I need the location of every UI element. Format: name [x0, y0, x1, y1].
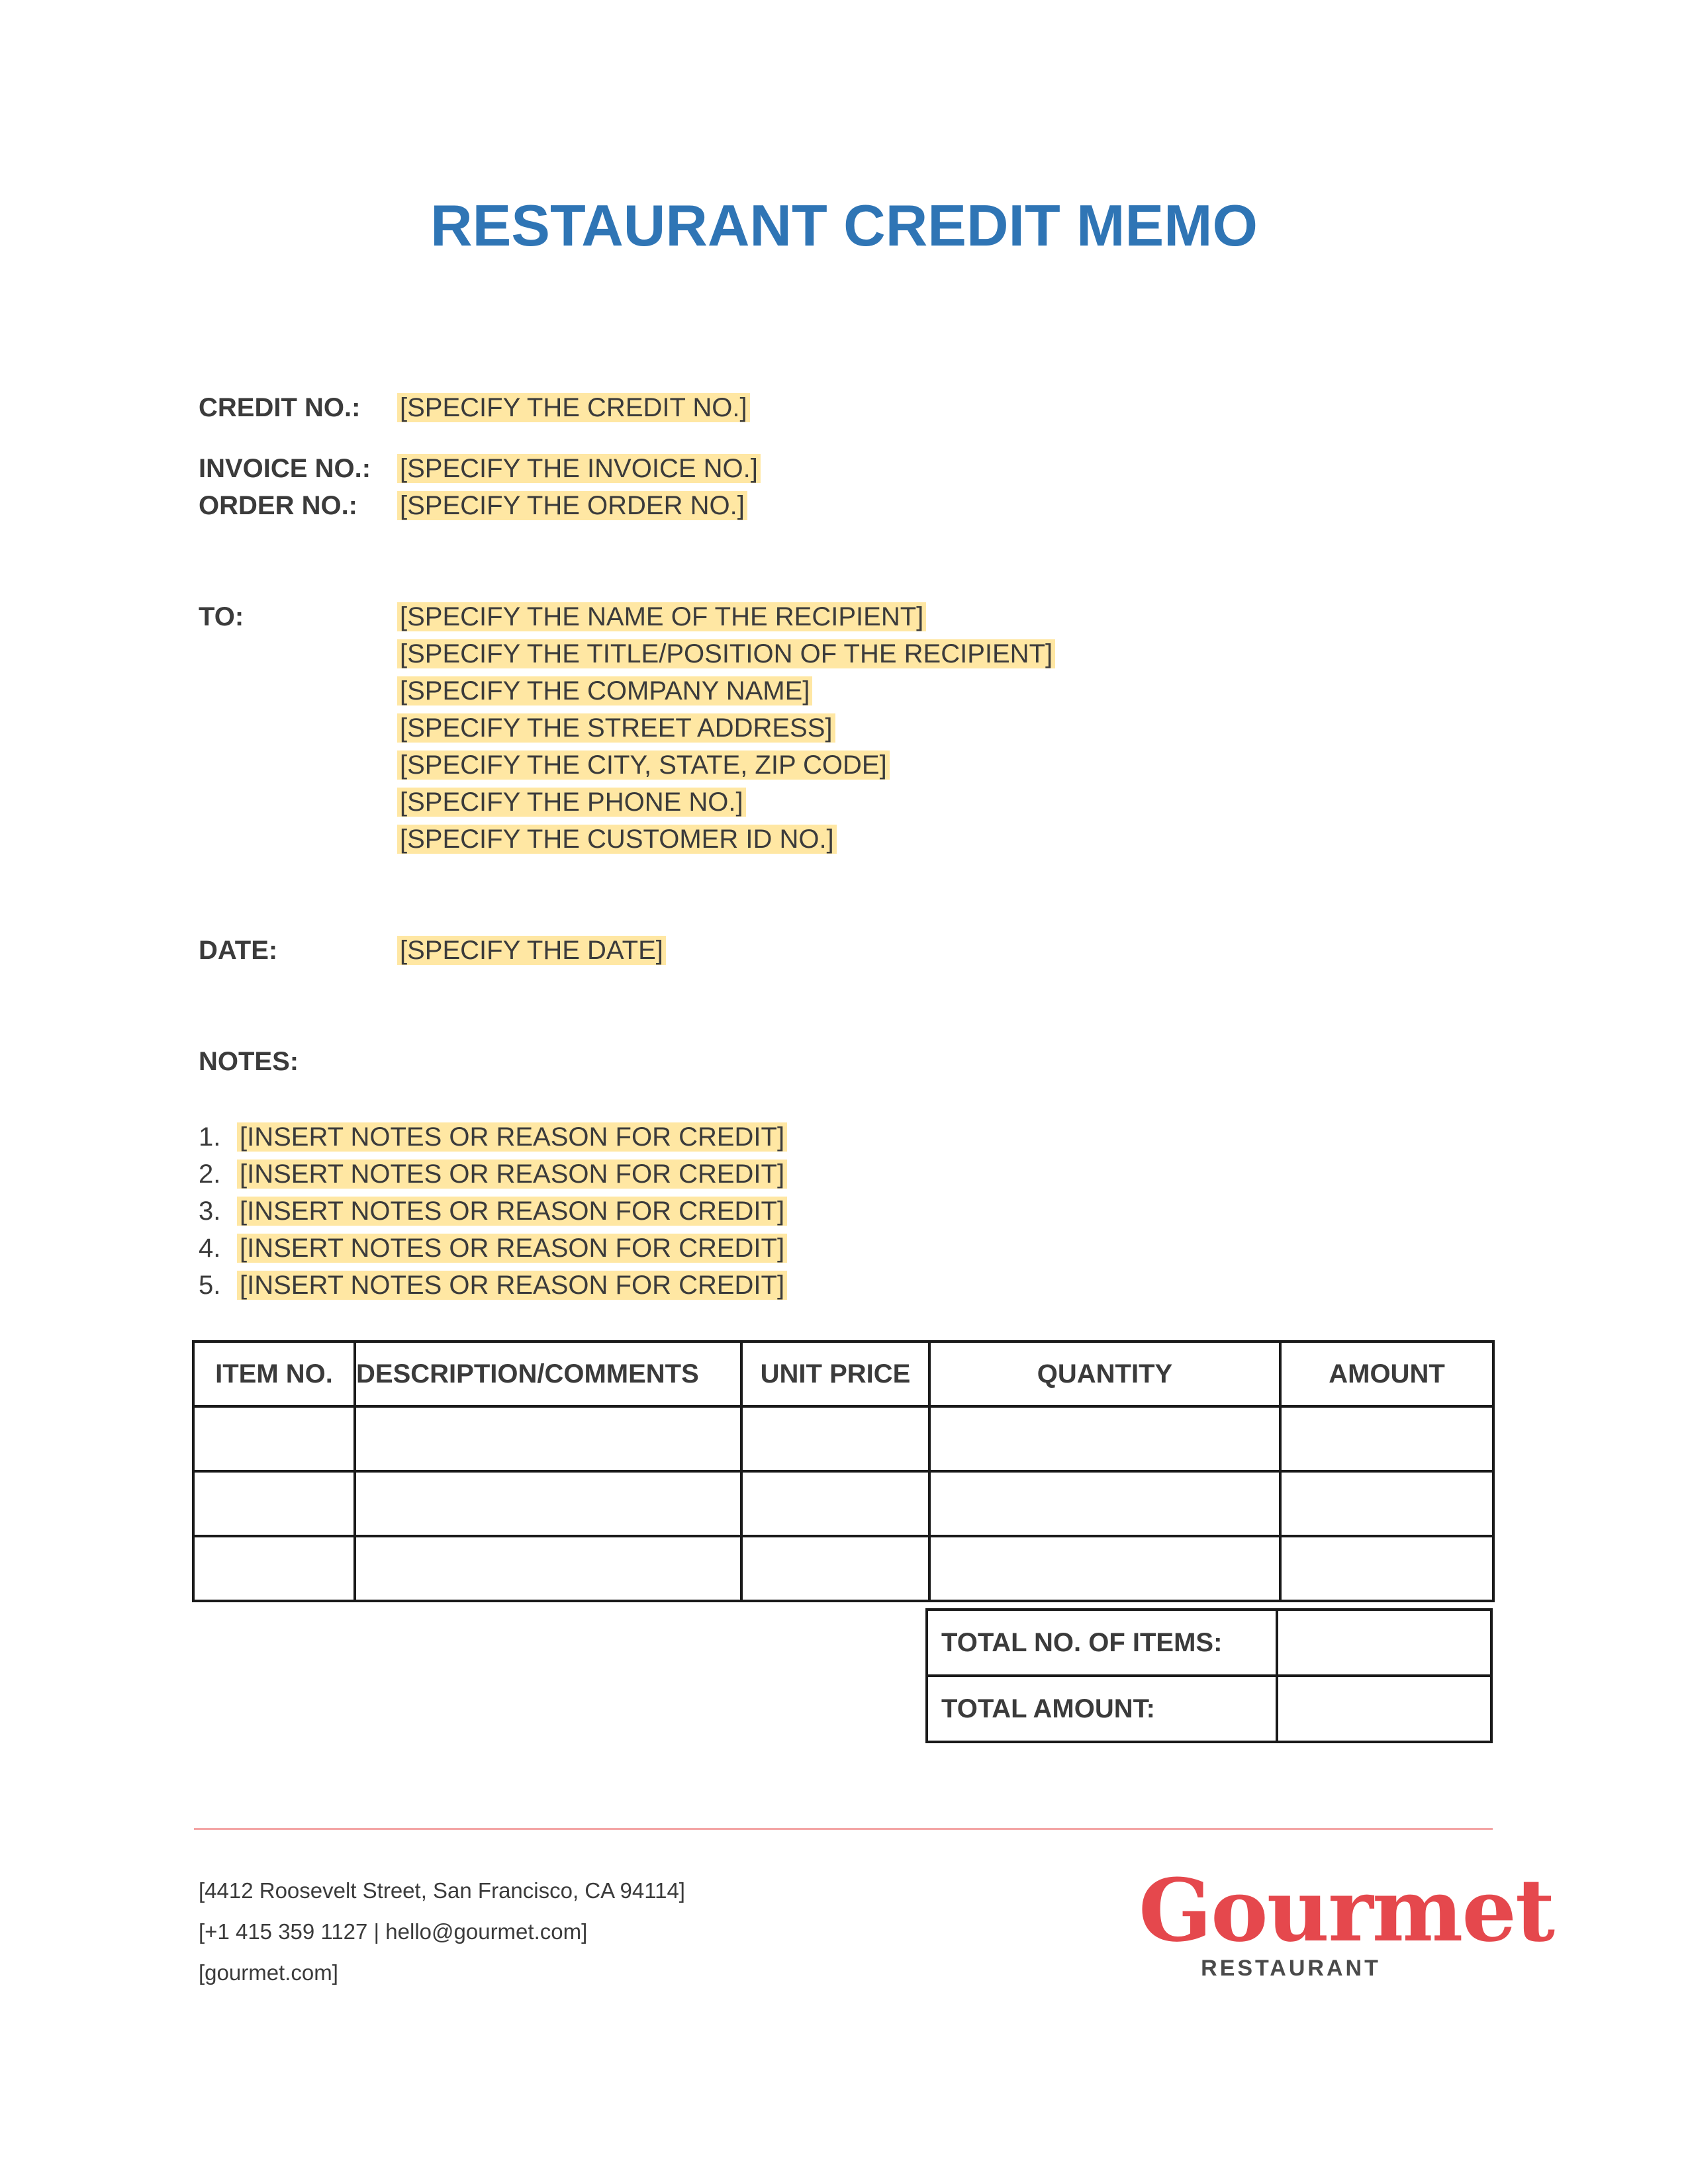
- recipient-title: [SPECIFY THE TITLE/POSITION OF THE RECIPIENT]: [397, 635, 1055, 672]
- notes-list: [199, 1118, 787, 1304]
- total-items-label: TOTAL NO. OF ITEMS:: [927, 1610, 1277, 1676]
- order-no-label: ORDER NO.:: [199, 491, 357, 520]
- recipient-city: [SPECIFY THE CITY, STATE, ZIP CODE]: [397, 747, 1055, 784]
- invoice-no-label: INVOICE NO.:: [199, 454, 371, 483]
- gourmet-logo-subtitle: RESTAURANT: [1201, 1956, 1381, 1981]
- footer-address: [4412 Roosevelt Street, San Francisco, CA 94114]: [199, 1878, 685, 1903]
- table-cell[interactable]: [193, 1536, 355, 1601]
- items-table: [192, 1340, 1495, 1602]
- invoice-no-value: [SPECIFY THE INVOICE NO.]: [397, 450, 761, 487]
- table-row: [193, 1406, 1493, 1471]
- header-quantity: QUANTITY: [929, 1342, 1280, 1406]
- total-amount-value[interactable]: [1277, 1676, 1491, 1742]
- table-cell[interactable]: [355, 1536, 741, 1601]
- table-cell[interactable]: [929, 1471, 1280, 1536]
- total-amount-row: [927, 1676, 1491, 1742]
- page-title: RESTAURANT CREDIT MEMO: [430, 193, 1258, 258]
- order-no-value: [SPECIFY THE ORDER NO.]: [397, 487, 747, 524]
- table-cell[interactable]: [193, 1471, 355, 1536]
- header-description: DESCRIPTION/COMMENTS: [355, 1342, 741, 1406]
- to-label: TO:: [199, 602, 244, 631]
- totals-table: [925, 1608, 1493, 1743]
- table-cell[interactable]: [1280, 1406, 1493, 1471]
- date-label: DATE:: [199, 936, 278, 965]
- note-item: 1. [INSERT NOTES OR REASON FOR CREDIT]: [199, 1118, 787, 1156]
- table-cell[interactable]: [193, 1406, 355, 1471]
- table-cell[interactable]: [741, 1536, 929, 1601]
- table-header-row: [193, 1342, 1493, 1406]
- note-item: 4. [INSERT NOTES OR REASON FOR CREDIT]: [199, 1230, 787, 1267]
- recipient-name: [SPECIFY THE NAME OF THE RECIPIENT]: [397, 598, 1055, 635]
- recipient-customer-id: [SPECIFY THE CUSTOMER ID NO.]: [397, 821, 1055, 858]
- gourmet-logo: Gourmet: [1139, 1860, 1554, 1961]
- note-item: 2. [INSERT NOTES OR REASON FOR CREDIT]: [199, 1156, 787, 1193]
- table-cell[interactable]: [355, 1406, 741, 1471]
- table-row: [193, 1536, 1493, 1601]
- table-cell[interactable]: [355, 1471, 741, 1536]
- credit-no-value: [SPECIFY THE CREDIT NO.]: [397, 389, 750, 426]
- header-item-no: ITEM NO.: [193, 1342, 355, 1406]
- notes-label: NOTES:: [199, 1047, 299, 1076]
- recipient-block: [397, 598, 1055, 858]
- table-cell[interactable]: [929, 1406, 1280, 1471]
- note-item: 5. [INSERT NOTES OR REASON FOR CREDIT]: [199, 1267, 787, 1304]
- table-cell[interactable]: [741, 1471, 929, 1536]
- recipient-phone: [SPECIFY THE PHONE NO.]: [397, 784, 1055, 821]
- note-item: 3. [INSERT NOTES OR REASON FOR CREDIT]: [199, 1193, 787, 1230]
- header-unit-price: UNIT PRICE: [741, 1342, 929, 1406]
- table-cell[interactable]: [1280, 1536, 1493, 1601]
- table-cell[interactable]: [1280, 1471, 1493, 1536]
- table-cell[interactable]: [741, 1406, 929, 1471]
- footer-divider: [194, 1828, 1493, 1830]
- table-row: [193, 1471, 1493, 1536]
- total-items-row: [927, 1610, 1491, 1676]
- footer-website: [gourmet.com]: [199, 1960, 338, 1985]
- table-cell[interactable]: [929, 1536, 1280, 1601]
- credit-no-label: CREDIT NO.:: [199, 393, 361, 422]
- total-items-value[interactable]: [1277, 1610, 1491, 1676]
- total-amount-label: TOTAL AMOUNT:: [927, 1676, 1277, 1742]
- recipient-company: [SPECIFY THE COMPANY NAME]: [397, 672, 1055, 709]
- header-amount: AMOUNT: [1280, 1342, 1493, 1406]
- footer-contact: [+1 415 359 1127 | hello@gourmet.com]: [199, 1919, 588, 1944]
- recipient-street: [SPECIFY THE STREET ADDRESS]: [397, 709, 1055, 747]
- date-value: [SPECIFY THE DATE]: [397, 932, 666, 969]
